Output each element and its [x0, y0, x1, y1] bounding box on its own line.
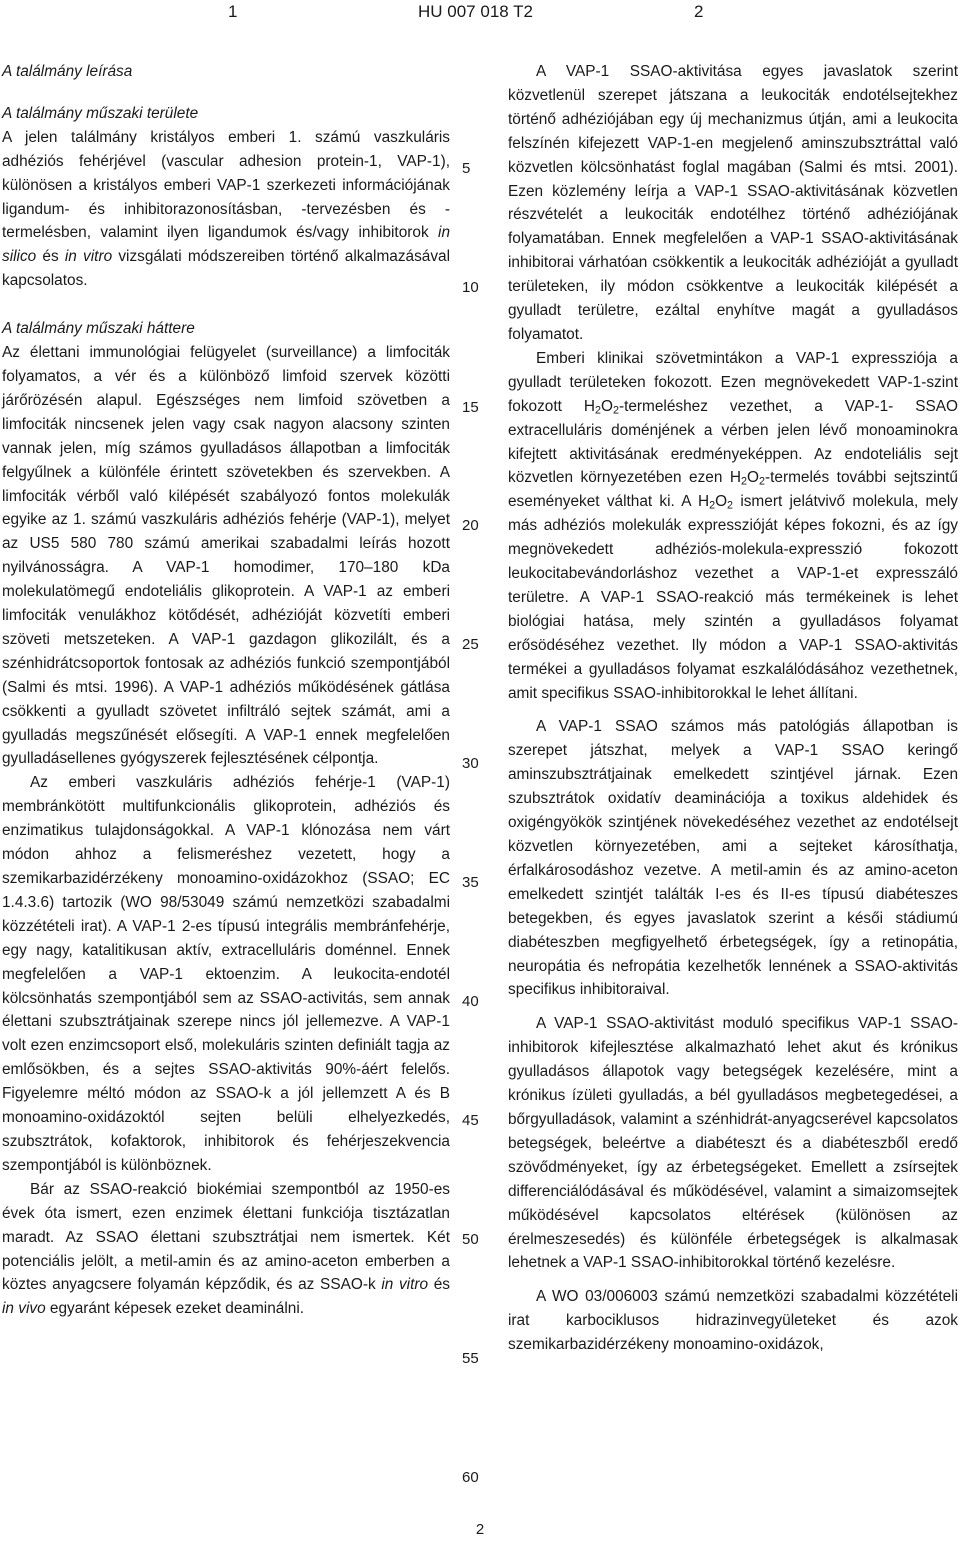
left-column — [2, 60, 450, 1321]
line-number-35: 35 — [462, 874, 479, 891]
line-number-10: 10 — [462, 279, 479, 296]
p2-sub-5: 2 — [709, 500, 716, 512]
field-and: és — [42, 248, 59, 266]
field-italic-2: in vitro — [64, 248, 113, 266]
line-number-60: 60 — [462, 1469, 479, 1486]
field-text: A jelen találmány kristályos emberi 1. számú vaszkuláris adhéziós fehérjével (vascular adhesion protein-1, VAP-1), különösen a kristályos emberi VAP-1 szerkezeti információjának ligandum- és inhibitorazonosításban, -tervezésben és -termelésben, valamint ilyen ligandumok és/vagy inhibitorok — [2, 128, 450, 242]
line-number-25: 25 — [462, 636, 479, 653]
p2-sub-1: 2 — [594, 404, 601, 417]
bg-p3-and: és — [433, 1276, 450, 1294]
field-heading: A találmány műszaki területe — [2, 104, 199, 122]
p2-text-d: ismert jelátvivő molekula, mely más adhéziós molekulák expresszióját képes fokozni, és az így megnövekedett adhéziós-molekula-expresszió fokozott leukocitabevándorláshoz vezethet a VAP-1-et expresszáló területre. A VAP-1 SSAO-reakció más termékeinek is lehet biológiai hatása, mely szintén a gyulladásos folyamat erősödéséhez vezethet. Ily módon a VAP-1 SSAO-aktivitás termékei a gyulladásos folyamat eszkalálódásához vezethetnek, amit specifikus SSAO-inhibitorokkal le lehet állítani. — [508, 493, 959, 702]
right-paragraph-4: A VAP-1 SSAO-aktivitást moduló specifikus VAP-1 SSAO-inhibitorok kifejlesztése alkalmazható lehet akut és krónikus gyulladásos állapotok vagy betegségek kezelésére, mint a krónikus ízületi gyulladás, a bél gyulladásos megbetegedései, a bőrgyulladások, valamint a szénhidrát-anyagcserével kapcsolatos betegségek, beleértve a diabéteszt és a diabéteszből eredő szövődményeket, így az érbetegségeket. Emellett a zsírsejtek differenciálódásával és működésével, valamint a simaizomsejtek működésével kapcsolatos eltérések (különösen az érelmeszesedés) és különféle érbetegségek is alkalmasak lehetnek a VAP-1 SSAO-inhibitorokkal történő kezelésre. — [508, 1015, 958, 1272]
right-paragraph-1: A VAP-1 SSAO-aktivitása egyes javaslatok szerint közvetlenül szerepet játszana a leukociták endotélsejtekhez történő adhéziójában egy új mechanizmus útján, ami a leukocita felszínén kifejezett VAP-1-en megjelenő aminszubsztráttal való közvetlen kölcsönhatást foglal magában (Salmi és mtsi. 2001). Ezen közlemény leírja a VAP-1 SSAO-aktivitásának közvetlen részvételét a leukociták endotélhez történő adhéziójának folyamatában. Ennek megfelelően a VAP-1 SSAO-aktivitásának inhibitorai várhatóan csökkentik a leukociták adhézióját a gyulladt területeken, ily módon csökkentve a leukociták kilépését a gyulladt területre, ezáltal enyhítve magát a gyulladásos folyamatot. — [508, 63, 958, 343]
bg-p3-start: Bár az SSAO-reakció biokémiai szempontból az 1950-es évek óta ismert, ezen enzimek élettani funkciója tisztázatlan maradt. Az SSAO élettani szubsztrátjai nem ismertek. Két potenciális jelölt, a metil-amin és az amino-aceton emberben a köztes anyagcsere folyamán képződik, és az SSAO-k — [2, 1180, 450, 1294]
p2-o-2: O — [747, 469, 760, 487]
footer-page-number: 2 — [475, 1521, 485, 1538]
right-paragraph-3: A VAP-1 SSAO számos más patológiás állapotban is szerepet játszhat, melyek a VAP-1 SSAO keringő aminszubsztrátjainak emelkedett szintjével járnak. Ezen szubsztrátok oxidatív deaminációja a toxikus aldehidek és oxigéngyökök szintjének növekedéséhez vezethet az endotélsejt közvetlen környezetében, ami a sejteket károsíthatja, érfalkárosodáshoz vezetve. A metil-amin és az amino-aceton emelkedett szintjét találták I-es és II-es típusú diabéteszes betegekben, és egyes javaslatok szerint a késői stádiumú diabéteszben megfigyelhető érbetegségek, így a retinopátia, neuropátia és nefropátia kezelhetők lennének a SSAO-aktivitás specifikus inhibitoraival. — [508, 718, 958, 999]
bg-p3-italic-2: in vivo — [2, 1300, 46, 1318]
p2-sub-4: 2 — [759, 476, 766, 489]
p2-sub-2: 2 — [612, 404, 619, 417]
bg-p3-italic-1: in vitro — [381, 1276, 429, 1294]
p2-text-c: -termelés további sejtszintű eseményeket válthat ki. A H — [508, 469, 958, 511]
right-column — [508, 60, 958, 1357]
right-paragraph-5: A WO 03/006003 számú nemzetközi szabadalmi közzétételi irat karbociklusos hidrazinvegyületeket és azok szemikarbazidérzékeny monoamino-oxidázok, — [508, 1288, 958, 1354]
header-page-left: 1 — [228, 2, 238, 21]
p2-text-a: Emberi klinikai szövetmintákon a VAP-1 expressziója a gyulladt területeken fokozott. Ezen megnövekedett VAP-1-szint fokozott H — [508, 349, 958, 415]
p2-sub-3: 2 — [741, 476, 748, 489]
p2-o-1: O — [600, 397, 613, 415]
field-paragraph — [2, 126, 450, 293]
background-heading: A találmány műszaki háttere — [2, 320, 195, 338]
field-end: vizsgálati módszereiben történő alkalmazásával kapcsolatos. — [2, 248, 451, 290]
background-paragraph-2: Az emberi vaszkuláris adhéziós fehérje-1 (VAP-1) membránkötött multifunkcionális glikoprotein, adhéziós és enzimatikus tulajdonságokkal. A VAP-1 klónozása nem várt módon ahhoz a felismeréshez vezetett, hogy a szemikarbazidérzékeny monoamino-oxidázokhoz (SSAO; EC 1.4.3.6) tartozik (WO 98/53049 számú nemzetközi szabadalmi közzétételi irat). A VAP-1 2-es típusú integrális membránfehérje, egy nagy, katalitikusan aktív, extracelluláris doménnel. Ennek megfelelően a VAP-1 ektoenzim. A leukocita-endotél kölcsönhatás szempontjából sem az SSAO-activitás, sem annak élettani szubsztrátjainak szerepe nincs jól jellemezve. A VAP-1 volt ezen enzimcsoport első, molekuláris szinten definiált tagja az emlősökben, és a sejtes SSAO-aktivitás 90%-áért felelős. Figyelemre méltó módon az SSAO-k a jól jellemzett A és B monoamino-oxidázoktól sejten belüli elhelyezkedés, szubsztrátok, kofaktorok, inhibitorok és fehérjeszekvencia szempontjából is különböznek. — [2, 774, 450, 1174]
right-paragraph-2 — [508, 347, 958, 706]
bg-p3-end: egyaránt képesek ezeket deaminálni. — [49, 1300, 305, 1318]
line-number-45: 45 — [462, 1112, 479, 1129]
background-paragraph-1: Az élettani immunológiai felügyelet (surveillance) a limfociták folyamatos, a vér és a különböző limfoid szervek közötti járőrözésén alapul. Egészséges nem limfoid szövetben a limfociták nincsenek jelen vagy csak nagyon alacsony szinten vannak jelen, míg számos gyulladásos állapotban a limfociták felgyűlnek a különféle érintett szövetekben és szervekben. A limfociták vérből való kilépését szabályozó fontos molekulák egyike az 1. számú vaszkuláris adhéziós fehérje (VAP-1), melyet az US5 580 780 számú amerikai szabadalmi leírás hozott nyilvánosságra. A VAP-1 homodimer, 170–180 kDa molekulatömegű endoteliális glikoprotein. A VAP-1 az emberi limfociták venulákhoz kötődését, adhézióját közvetíti emberi szöveti metszeteken. A VAP-1 gazdagon glikozilált, és a szénhidrátcsoportok fontosak az adhéziós funkció szempontjából (Salmi és mtsi. 1996). A VAP-1 adhéziós működésének gátlása csökkenti a gyulladt szövetet infiltráló sejtek számát, ami a gyulladás megszűnését elősegíti. A VAP-1 ennek megfelelően gyulladásellenes gyógyszerek fejlesztésének célpontja. — [2, 344, 450, 768]
line-number-20: 20 — [462, 517, 479, 534]
field-italic-1: in silico — [2, 224, 451, 266]
line-number-5: 5 — [462, 160, 471, 177]
background-paragraph-3 — [2, 1178, 450, 1321]
p2-o-3: O — [715, 493, 728, 511]
line-number-15: 15 — [462, 399, 479, 416]
line-number-40: 40 — [462, 993, 479, 1010]
p2-sub-6: 2 — [727, 500, 734, 512]
description-title: A találmány leírása — [2, 63, 133, 80]
header-page-right: 2 — [694, 2, 704, 21]
p2-text-b: -termeléshez vezethet, a VAP-1- SSAO extracelluláris doménjének a vérben jelen lévő monoaminokra kifejtett aktivitásának eredményeképpen. Az endoteliális sejt közvetlen környezetében ezen H — [508, 397, 958, 487]
line-number-50: 50 — [462, 1231, 479, 1248]
header-patent-number: HU 007 018 T2 — [418, 2, 533, 21]
line-number-30: 30 — [462, 755, 479, 772]
line-number-55: 55 — [462, 1350, 479, 1367]
